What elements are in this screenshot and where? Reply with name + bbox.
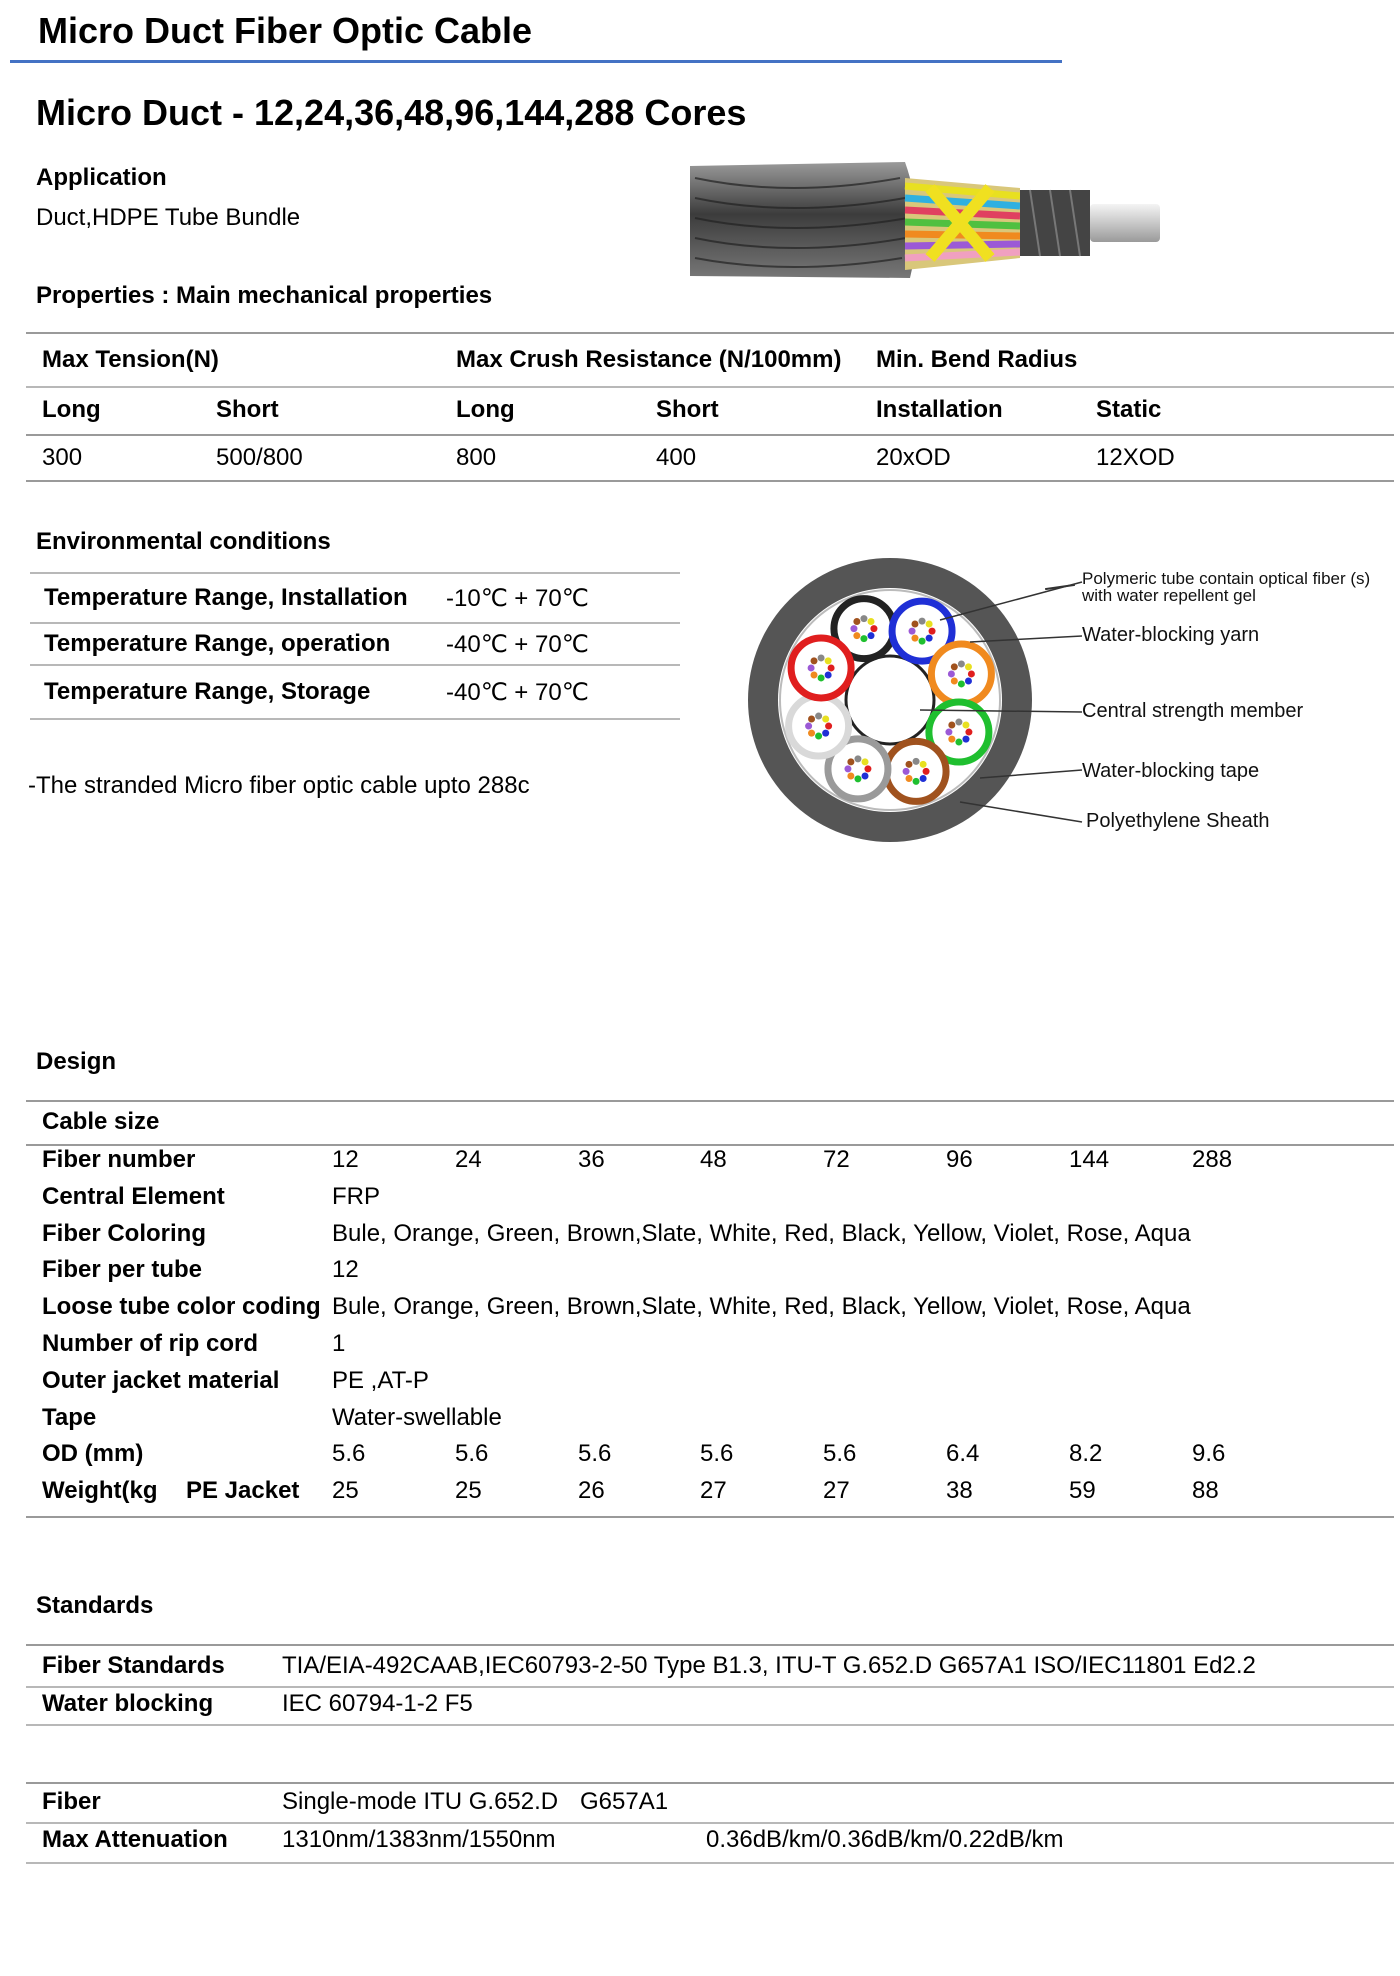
fiber-dot	[870, 625, 877, 632]
fiber-dot	[808, 715, 815, 722]
water-blocking-value: IEC 60794-1-2 F5	[282, 1690, 473, 1717]
sub-header-static: Static	[1096, 396, 1162, 423]
fiber-bottom-rule	[26, 1862, 1394, 1864]
max-attenuation-label: Max Attenuation	[42, 1826, 228, 1853]
application-label: Application	[36, 164, 167, 191]
env-row-name: Temperature Range, operation	[44, 630, 391, 657]
env-row-value: -10℃ + 70℃	[446, 585, 589, 612]
design-row-label: Number of rip cord	[42, 1330, 259, 1357]
sub-header-installation: Installation	[876, 396, 1003, 423]
fiber-dot	[860, 615, 867, 622]
environment-rule	[30, 664, 680, 666]
fiber-rule	[26, 1822, 1394, 1824]
design-row-value: 26	[578, 1477, 605, 1504]
design-row-value: 5.6	[455, 1440, 489, 1467]
design-row-value: 8.2	[1069, 1440, 1103, 1467]
design-row-value: Bule, Orange, Green, Brown,Slate, White, Red, Black, Yellow, Violet, Rose, Aqua	[332, 1293, 1191, 1320]
env-row-name: Temperature Range, Installation	[44, 584, 408, 611]
fiber-dot	[854, 775, 861, 782]
design-row-value: 48	[700, 1146, 727, 1173]
environment-rule	[30, 718, 680, 720]
label-water-blocking-tape: Water-blocking tape	[1082, 760, 1260, 782]
design-row-value: 9.6	[1192, 1440, 1226, 1467]
fiber-dot	[854, 755, 861, 762]
design-row-value: 5.6	[700, 1440, 734, 1467]
fiber-dot	[825, 723, 832, 730]
sub-header-tension-long: Long	[42, 396, 101, 423]
label-polymeric-tube	[1082, 570, 1370, 604]
label-water-blocking-yarn: Water-blocking yarn	[1082, 624, 1260, 646]
fiber-dot	[822, 730, 829, 737]
fiber-dot	[808, 664, 815, 671]
design-row-value: 12	[332, 1256, 359, 1283]
loose-tube	[789, 696, 849, 756]
environment-rule	[30, 622, 680, 624]
sub-header-crush-long: Long	[456, 396, 515, 423]
design-row-value: 25	[332, 1477, 359, 1504]
design-row-label: Tape	[42, 1404, 97, 1431]
fiber-standards-value: TIA/EIA-492CAAB,IEC60793-2-50 Type B1.3, ITU-T G.652.D G657A1 ISO/IEC11801 Ed2.2	[282, 1652, 1256, 1679]
properties-rule	[26, 434, 1394, 436]
fiber-dot	[847, 772, 854, 779]
properties-label: Properties : Main mechanical properties	[36, 282, 493, 309]
fiber-dot	[868, 632, 875, 639]
design-bottom-rule	[26, 1516, 1394, 1518]
label-polymeric-tube-line2: with water repellent gel	[1082, 586, 1256, 605]
design-row-label: OD (mm)	[42, 1440, 144, 1467]
fiber-dot	[805, 723, 812, 730]
fiber-label: Fiber	[42, 1788, 101, 1815]
fiber-top-rule	[26, 1782, 1394, 1784]
design-row-value: 5.6	[823, 1440, 857, 1467]
fiber-dot	[811, 672, 818, 679]
design-row-value: 36	[578, 1146, 605, 1173]
callout-lines	[900, 570, 1090, 830]
fiber-dot	[818, 654, 825, 661]
value-static: 12XOD	[1096, 444, 1175, 471]
design-row-value: 38	[946, 1477, 973, 1504]
design-row-value: 288	[1192, 1146, 1233, 1173]
properties-top-rule	[26, 332, 1394, 334]
document-subtitle: Micro Duct - 12,24,36,48,96,144,288 Cores	[36, 92, 747, 133]
document-title: Micro Duct Fiber Optic Cable	[38, 10, 533, 51]
sub-header-crush-short: Short	[656, 396, 719, 423]
standards-rule	[26, 1686, 1394, 1688]
value-crush-long: 800	[456, 444, 497, 471]
environment-label: Environmental conditions	[36, 528, 331, 555]
design-row-value: 144	[1069, 1146, 1110, 1173]
standards-label: Standards	[36, 1592, 154, 1619]
label-polyethylene-sheath: Polyethylene Sheath	[1086, 810, 1270, 832]
design-row-label: Central Element	[42, 1183, 225, 1210]
application-value: Duct,HDPE Tube Bundle	[36, 204, 301, 231]
design-top-rule	[26, 1100, 1394, 1102]
design-row-value: 59	[1069, 1477, 1096, 1504]
value-installation: 20xOD	[876, 444, 951, 471]
design-row-value: 5.6	[332, 1440, 366, 1467]
fiber-dot	[828, 664, 835, 671]
fiber-dot	[850, 625, 857, 632]
fiber-dot	[808, 730, 815, 737]
design-row-value: FRP	[332, 1183, 380, 1210]
fiber-dot	[811, 657, 818, 664]
design-row-value: 6.4	[946, 1440, 980, 1467]
environment-rule	[30, 572, 680, 574]
value-tension-short: 500/800	[216, 444, 303, 471]
label-polymeric-tube-line1: Polymeric tube contain optical fiber (s)	[1082, 569, 1371, 588]
design-row-value: 72	[823, 1146, 850, 1173]
fiber-dot	[815, 733, 822, 740]
fiber-value-2: G657A1	[580, 1788, 669, 1815]
cable-photo	[690, 158, 1290, 328]
design-row-label: Loose tube color coding	[42, 1293, 321, 1320]
loose-tube	[791, 638, 851, 698]
fiber-dot	[864, 765, 871, 772]
fiber-dot	[844, 765, 851, 772]
fiber-dot	[825, 657, 832, 664]
standards-top-rule	[26, 1644, 1394, 1646]
max-attenuation-wavelengths: 1310nm/1383nm/1550nm	[282, 1826, 556, 1853]
value-tension-long: 300	[42, 444, 83, 471]
standards-bottom-rule	[26, 1724, 1394, 1726]
env-row-value: -40℃ + 70℃	[446, 679, 589, 706]
design-row-value: 1	[332, 1330, 346, 1357]
properties-bottom-rule	[26, 480, 1394, 482]
properties-rule	[26, 386, 1394, 388]
header-max-tension: Max Tension(N)	[42, 346, 219, 373]
value-crush-short: 400	[656, 444, 697, 471]
env-row-name: Temperature Range, Storage	[44, 678, 371, 705]
fiber-dot	[860, 635, 867, 642]
fiber-value: Single-mode ITU G.652.D	[282, 1788, 559, 1815]
design-row-label: Fiber Coloring	[42, 1220, 206, 1247]
sub-header-tension-short: Short	[216, 396, 279, 423]
title-underline	[10, 60, 1062, 63]
design-row-value: 5.6	[578, 1440, 612, 1467]
design-label: Design	[36, 1048, 117, 1075]
fiber-dot	[818, 674, 825, 681]
label-central-strength-member: Central strength member	[1082, 700, 1304, 722]
design-row-label: Fiber per tube	[42, 1256, 203, 1283]
design-row-value: Bule, Orange, Green, Brown,Slate, White, Red, Black, Yellow, Violet, Rose, Aqua	[332, 1220, 1191, 1247]
fiber-dot	[815, 713, 822, 720]
design-row-label: Fiber number	[42, 1146, 196, 1173]
design-row-value: 27	[823, 1477, 850, 1504]
cable-note: -The stranded Micro fiber optic cable upto 288c	[28, 772, 530, 799]
header-min-bend: Min. Bend Radius	[876, 346, 1078, 373]
design-row-label: Outer jacket material	[42, 1367, 280, 1394]
design-row-label: Weight(kg	[42, 1477, 158, 1504]
fiber-standards-label: Fiber Standards	[42, 1652, 225, 1679]
design-row-value: 24	[455, 1146, 482, 1173]
design-row-value: 12	[332, 1146, 359, 1173]
design-row-value: Water-swellable	[332, 1404, 502, 1431]
fiber-dot	[853, 632, 860, 639]
fiber-dot	[862, 758, 869, 765]
fiber-dot	[862, 772, 869, 779]
water-blocking-label: Water blocking	[42, 1690, 214, 1717]
fiber-dot	[853, 618, 860, 625]
fiber-dot	[825, 672, 832, 679]
fiber-dot	[847, 758, 854, 765]
header-max-crush: Max Crush Resistance (N/100mm)	[456, 346, 842, 373]
design-row-value: 96	[946, 1146, 973, 1173]
design-row-sublabel: PE Jacket	[186, 1477, 300, 1504]
env-row-value: -40℃ + 70℃	[446, 631, 589, 658]
max-attenuation-values: 0.36dB/km/0.36dB/km/0.22dB/km	[706, 1826, 1064, 1853]
design-row-value: 27	[700, 1477, 727, 1504]
design-row-value: 88	[1192, 1477, 1219, 1504]
cable-size-label: Cable size	[42, 1108, 160, 1135]
design-row-value: 25	[455, 1477, 482, 1504]
design-row-value: PE ,AT-P	[332, 1367, 429, 1394]
fiber-dot	[868, 618, 875, 625]
fiber-dot	[822, 715, 829, 722]
